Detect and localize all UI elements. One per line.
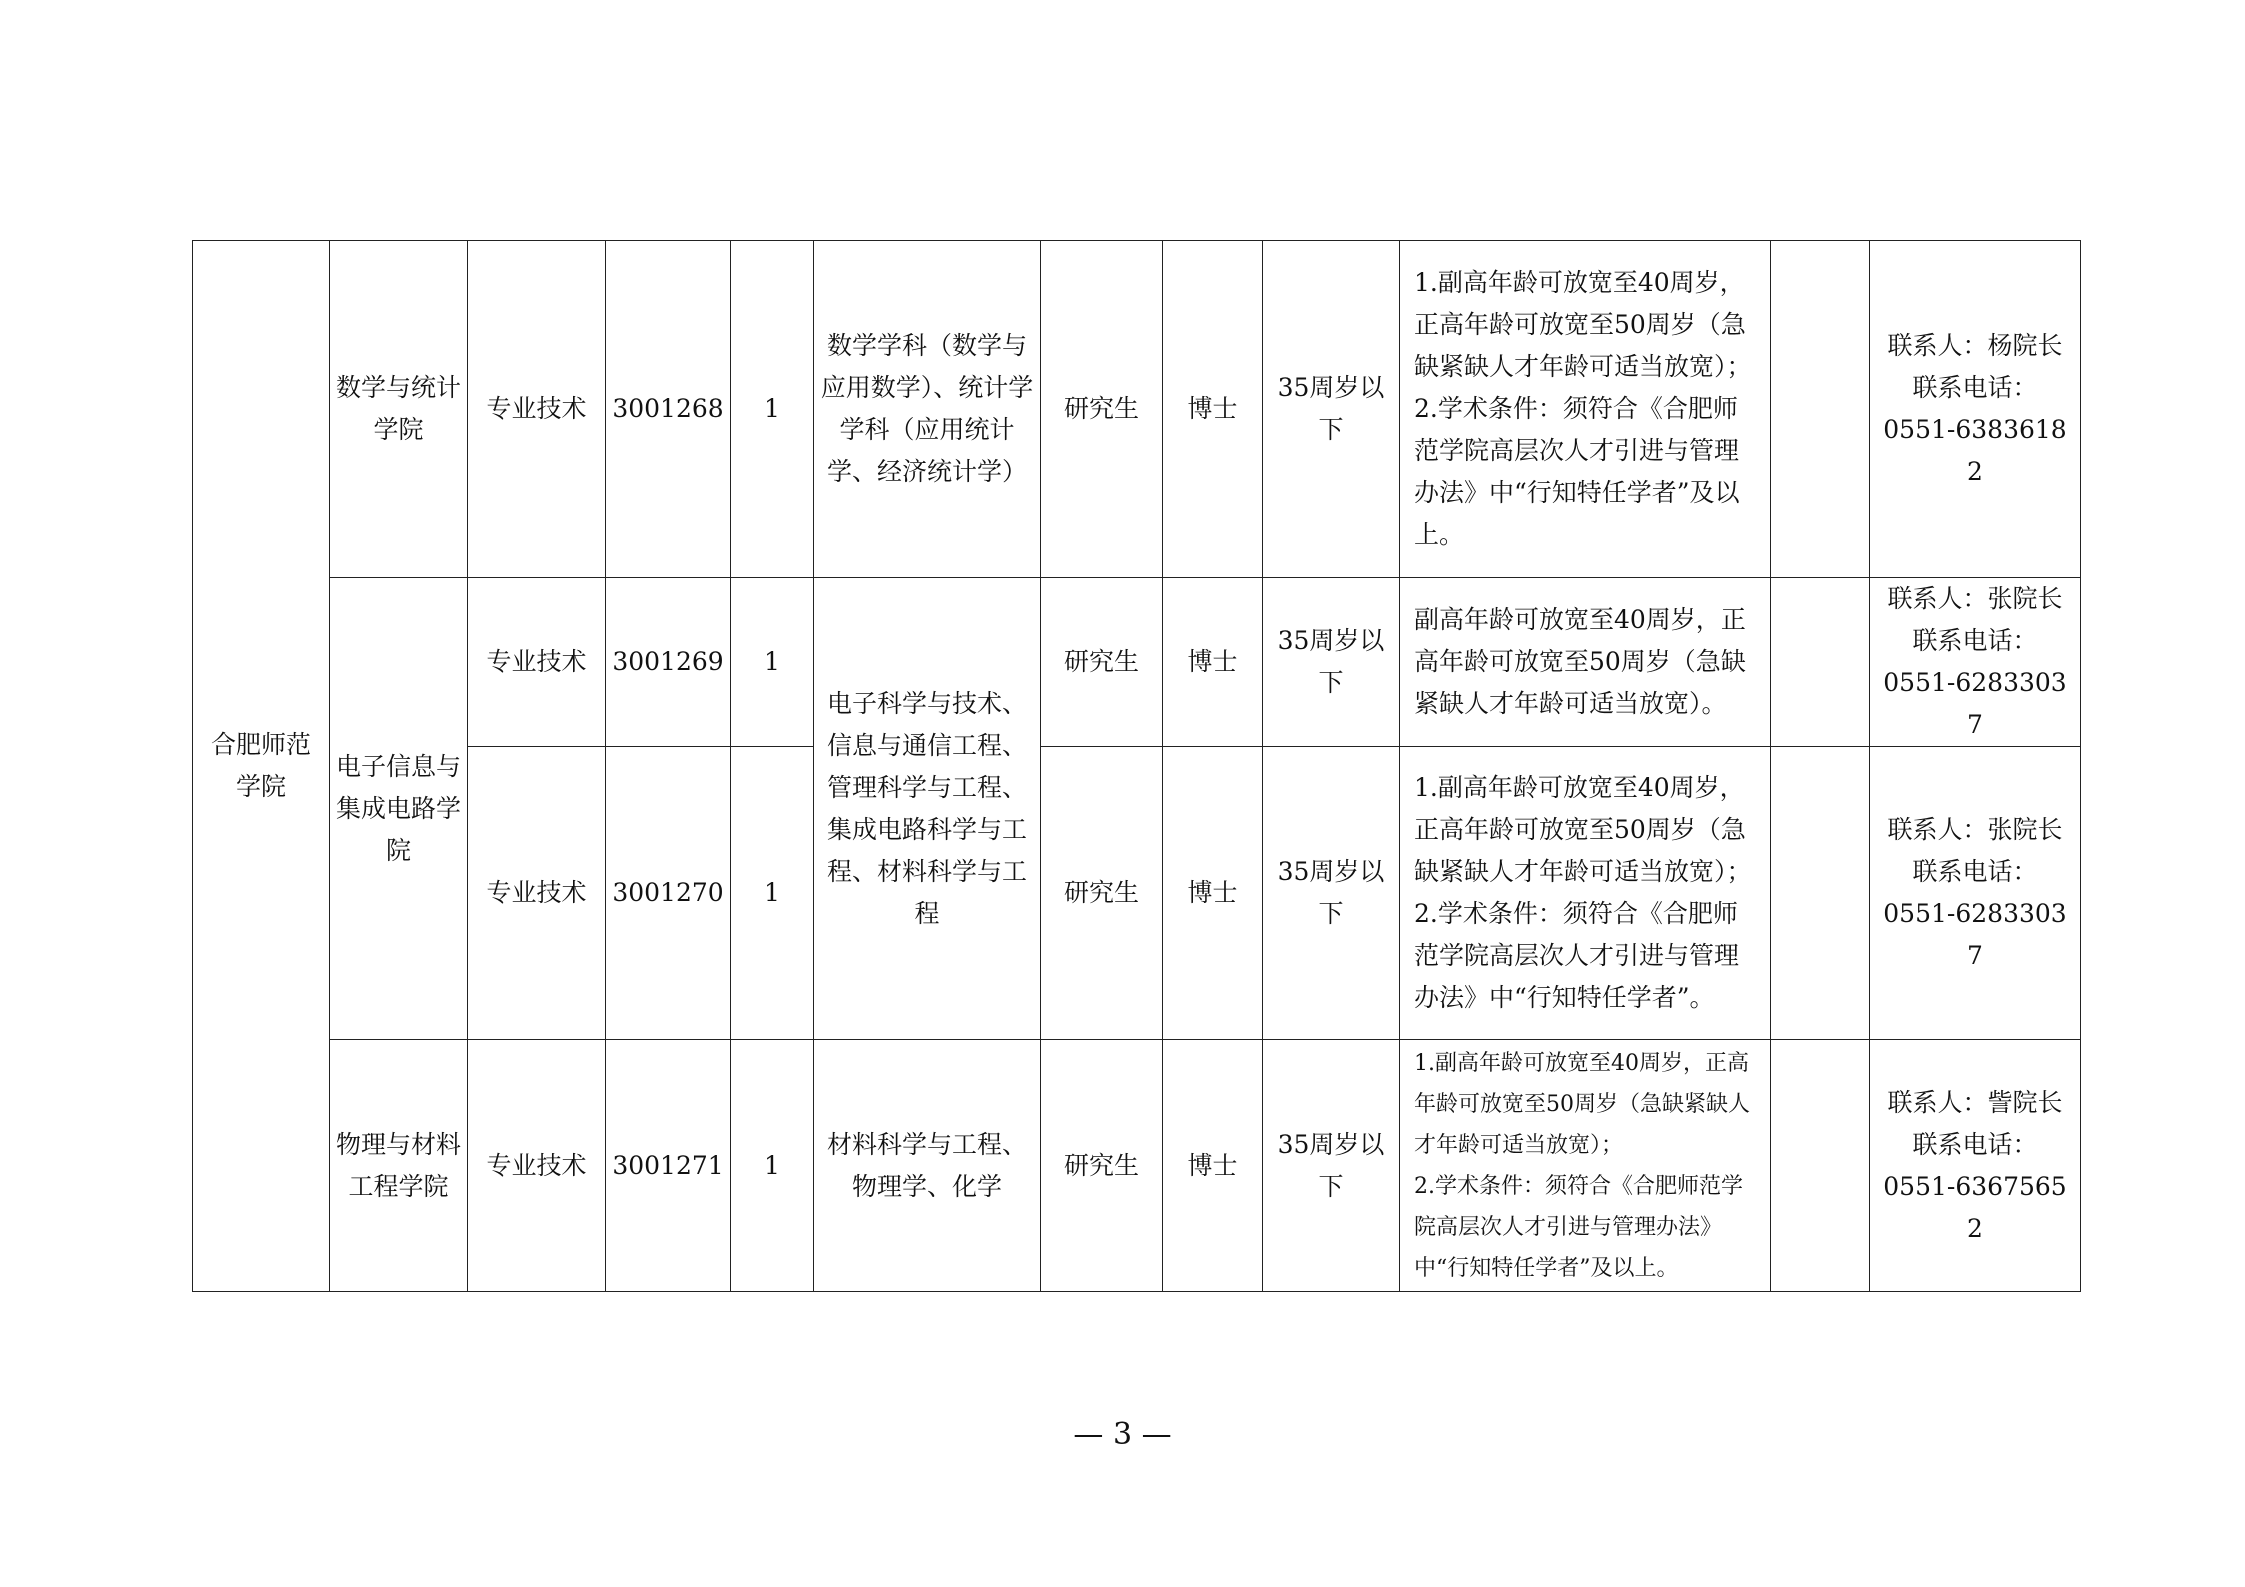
age-cell: 35周岁以下 [1263, 578, 1400, 747]
remark-cell [1771, 1040, 1870, 1292]
department-cell: 数学与统计学院 [330, 241, 468, 578]
age-cell: 35周岁以下 [1263, 1040, 1400, 1292]
count-cell: 1 [731, 1040, 814, 1292]
page-number: — 3 — [1073, 1417, 1172, 1452]
table-row [193, 241, 2081, 578]
count-cell: 1 [731, 578, 814, 747]
table-row [193, 1040, 2081, 1292]
degree-cell: 博士 [1163, 1040, 1263, 1292]
post-type-cell: 专业技术 [468, 241, 606, 578]
post-code-cell: 3001268 [606, 241, 731, 578]
degree-cell: 博士 [1163, 241, 1263, 578]
post-type-cell: 专业技术 [468, 1040, 606, 1292]
contact-cell: 联系人：张院长 联系电话： 0551-62833037 [1870, 747, 2081, 1040]
remark-cell [1771, 241, 1870, 578]
unit-cell: 合肥师范学院 [193, 241, 330, 1292]
table-row [193, 578, 2081, 747]
education-cell: 研究生 [1041, 241, 1163, 578]
age-cell: 35周岁以下 [1263, 747, 1400, 1040]
contact-cell: 联系人：张院长 联系电话： 0551-62833037 [1870, 578, 2081, 747]
post-type-cell: 专业技术 [468, 578, 606, 747]
degree-cell: 博士 [1163, 578, 1263, 747]
department-cell: 电子信息与集成电路学院 [330, 578, 468, 1040]
department-cell: 物理与材料工程学院 [330, 1040, 468, 1292]
recruitment-table [192, 240, 2081, 1292]
education-cell: 研究生 [1041, 1040, 1163, 1292]
table-row [193, 747, 2081, 1040]
post-type-cell: 专业技术 [468, 747, 606, 1040]
remark-cell [1771, 747, 1870, 1040]
count-cell: 1 [731, 747, 814, 1040]
major-cell: 材料科学与工程、物理学、化学 [814, 1040, 1041, 1292]
requirements-cell: 副高年龄可放宽至40周岁，正高年龄可放宽至50周岁（急缺紧缺人才年龄可适当放宽）。 [1400, 578, 1771, 747]
post-code-cell: 3001270 [606, 747, 731, 1040]
education-cell: 研究生 [1041, 578, 1163, 747]
contact-cell: 联系人：杨院长 联系电话： 0551-63836182 [1870, 241, 2081, 578]
remark-cell [1771, 578, 1870, 747]
post-code-cell: 3001269 [606, 578, 731, 747]
contact-cell: 联系人：訾院长 联系电话： 0551-63675652 [1870, 1040, 2081, 1292]
requirements-cell: 1.副高年龄可放宽至40周岁，正高年龄可放宽至50周岁（急缺紧缺人才年龄可适当放宽）； 2.学术条件：须符合《合肥师范学院高层次人才引进与管理办法》中“行知特任学者”。 [1400, 747, 1771, 1040]
education-cell: 研究生 [1041, 747, 1163, 1040]
age-cell: 35周岁以下 [1263, 241, 1400, 578]
post-code-cell: 3001271 [606, 1040, 731, 1292]
major-cell: 数学学科（数学与应用数学）、统计学学科（应用统计学、经济统计学） [814, 241, 1041, 578]
requirements-cell: 1.副高年龄可放宽至40周岁，正高年龄可放宽至50周岁（急缺紧缺人才年龄可适当放宽）； 2.学术条件：须符合《合肥师范学院高层次人才引进与管理办法》中“行知特任学者”及以上。 [1400, 1040, 1771, 1292]
major-cell: 电子科学与技术、信息与通信工程、管理科学与工程、集成电路科学与工程、材料科学与工程 [814, 578, 1041, 1040]
count-cell: 1 [731, 241, 814, 578]
requirements-cell: 1.副高年龄可放宽至40周岁，正高年龄可放宽至50周岁（急缺紧缺人才年龄可适当放宽）； 2.学术条件：须符合《合肥师范学院高层次人才引进与管理办法》中“行知特任学者”及以上。 [1400, 241, 1771, 578]
degree-cell: 博士 [1163, 747, 1263, 1040]
